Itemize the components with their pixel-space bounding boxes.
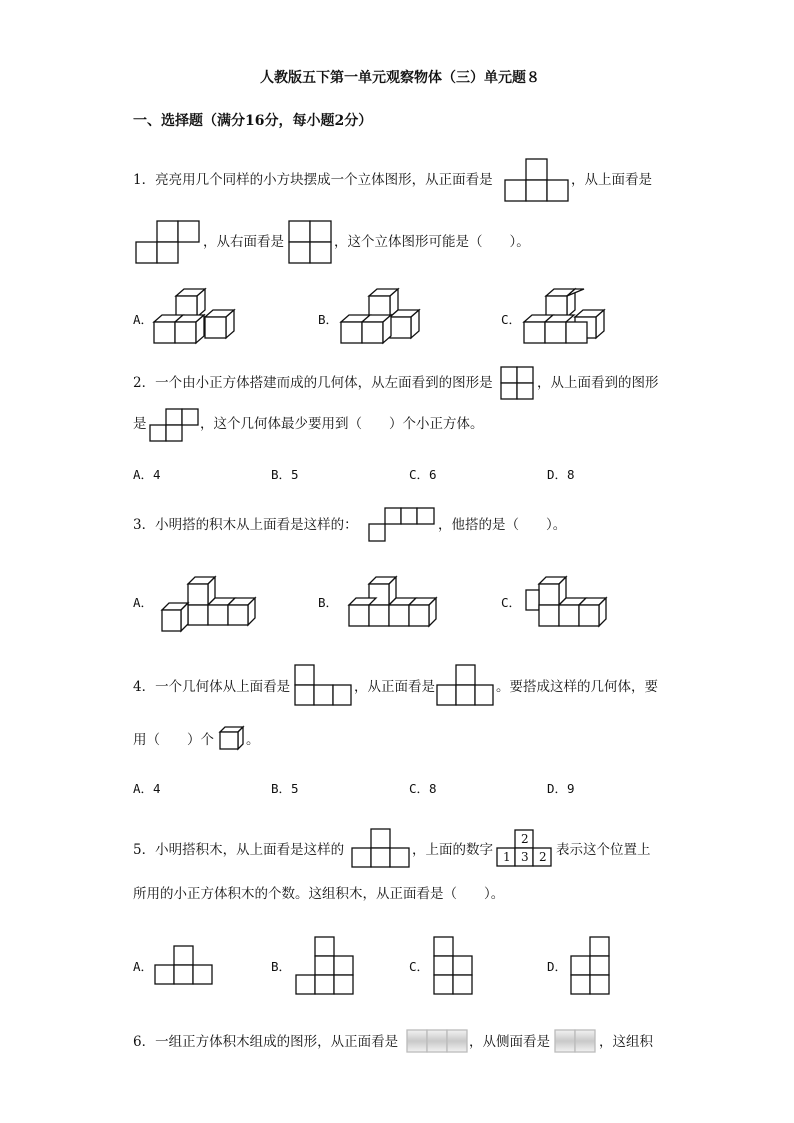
q2-text-1: 2．一个由小正方体搭建而成的几何体，从左面看到的图形是 xyxy=(133,375,493,391)
q5-option-c-figure xyxy=(433,936,475,996)
q4-top-view-figure xyxy=(294,664,352,706)
page-title: 人教版五下第一单元观察物体（三）单元题８ xyxy=(260,70,540,86)
q4-option-d[interactable]: D．9 xyxy=(547,781,575,796)
q1-text-1: 1．亮亮用几个同样的小方块摆成一个立体图形，从正面看是 xyxy=(133,172,493,188)
q5-option-c[interactable]: C． xyxy=(409,959,430,974)
q5-grid-number-2: 3 xyxy=(521,850,529,864)
q4-text-3: 。要搭成这样的几何体，要 xyxy=(496,679,658,695)
cube-icon xyxy=(219,726,245,750)
q5-option-a[interactable]: A． xyxy=(133,959,154,974)
q4-option-c[interactable]: C．8 xyxy=(409,781,437,796)
q3-option-a[interactable]: A． xyxy=(133,595,154,610)
q4-option-b[interactable]: B．5 xyxy=(271,781,299,796)
q3-option-a-figure xyxy=(161,576,261,634)
q5-grid-number-1: 1 xyxy=(503,850,511,864)
q1-option-c-figure xyxy=(523,288,613,348)
q5-text-4: 所用的小正方体积木的个数。这组积木，从正面看是（ ）。 xyxy=(133,886,505,902)
q5-grid-number-top: 2 xyxy=(521,832,529,846)
q1-text-4: ，这个立体图形可能是（ ）。 xyxy=(334,234,530,250)
q6-front-view-figure xyxy=(406,1029,468,1055)
q5-grid-number-3: 2 xyxy=(539,850,547,864)
q3-top-view-figure xyxy=(368,507,436,543)
q4-front-view-figure xyxy=(436,664,494,706)
section-heading: 一、选择题（满分16分，每小题2分） xyxy=(133,113,373,129)
q1-option-b-figure xyxy=(340,288,430,348)
q5-top-view-figure xyxy=(351,828,411,868)
q3-option-c[interactable]: C． xyxy=(501,595,522,610)
q5-option-b-figure xyxy=(295,936,355,996)
q6-text-3: ，这组积 xyxy=(599,1034,653,1050)
q2-text-3: 是 xyxy=(133,416,147,432)
q2-option-c[interactable]: C．6 xyxy=(409,467,437,482)
q1-option-a-figure xyxy=(153,288,243,348)
q4-text-1: 4．一个几何体从上面看是 xyxy=(133,679,291,695)
q1-right-view-figure xyxy=(288,220,332,264)
q2-top-view-figure xyxy=(149,408,199,442)
q1-option-b[interactable]: B． xyxy=(318,312,339,327)
q3-text-2: ，他搭的是（ ）。 xyxy=(438,517,567,533)
q4-text-2: ，从正面看是 xyxy=(354,679,435,695)
q6-text-1: 6．一组正方体积木组成的图形，从正面看是 xyxy=(133,1034,399,1050)
q3-text-1: 3．小明搭的积木从上面看是这样的： xyxy=(133,517,358,533)
q4-option-a[interactable]: A．4 xyxy=(133,781,161,796)
q5-text-3: 表示这个位置上 xyxy=(556,842,651,858)
q1-text-2: ，从上面看是 xyxy=(571,172,652,188)
q2-option-a[interactable]: A．4 xyxy=(133,467,161,482)
q6-text-2: ，从侧面看是 xyxy=(469,1034,550,1050)
q2-option-d[interactable]: D．8 xyxy=(547,467,575,482)
q5-option-b[interactable]: B． xyxy=(271,959,292,974)
q1-text-3: ，从右面看是 xyxy=(203,234,284,250)
q4-text-4: 用（ ）个 xyxy=(133,732,214,748)
q1-option-a[interactable]: A． xyxy=(133,312,154,327)
q2-option-b[interactable]: B．5 xyxy=(271,467,299,482)
q6-side-view-figure xyxy=(554,1029,598,1055)
q1-front-view-figure xyxy=(505,158,569,202)
q1-option-c[interactable]: C． xyxy=(501,312,522,327)
q4-text-5: 。 xyxy=(246,732,260,748)
q2-text-2: ，从上面看到的图形 xyxy=(537,375,659,391)
q5-option-d[interactable]: D． xyxy=(547,959,568,974)
q1-top-view-figure xyxy=(135,220,201,264)
q2-left-view-figure xyxy=(500,366,534,400)
q3-option-b[interactable]: B． xyxy=(318,595,339,610)
q3-option-c-figure xyxy=(525,576,620,634)
q5-text-1: 5．小明搭积木，从上面看是这样的 xyxy=(133,842,345,858)
q5-text-2: ，上面的数字 xyxy=(412,842,493,858)
q5-option-a-figure xyxy=(154,945,214,987)
q2-text-4: ，这个几何体最少要用到（ ）个小正方体。 xyxy=(200,416,484,432)
q3-option-b-figure xyxy=(348,576,448,634)
q5-option-d-figure xyxy=(570,936,612,996)
